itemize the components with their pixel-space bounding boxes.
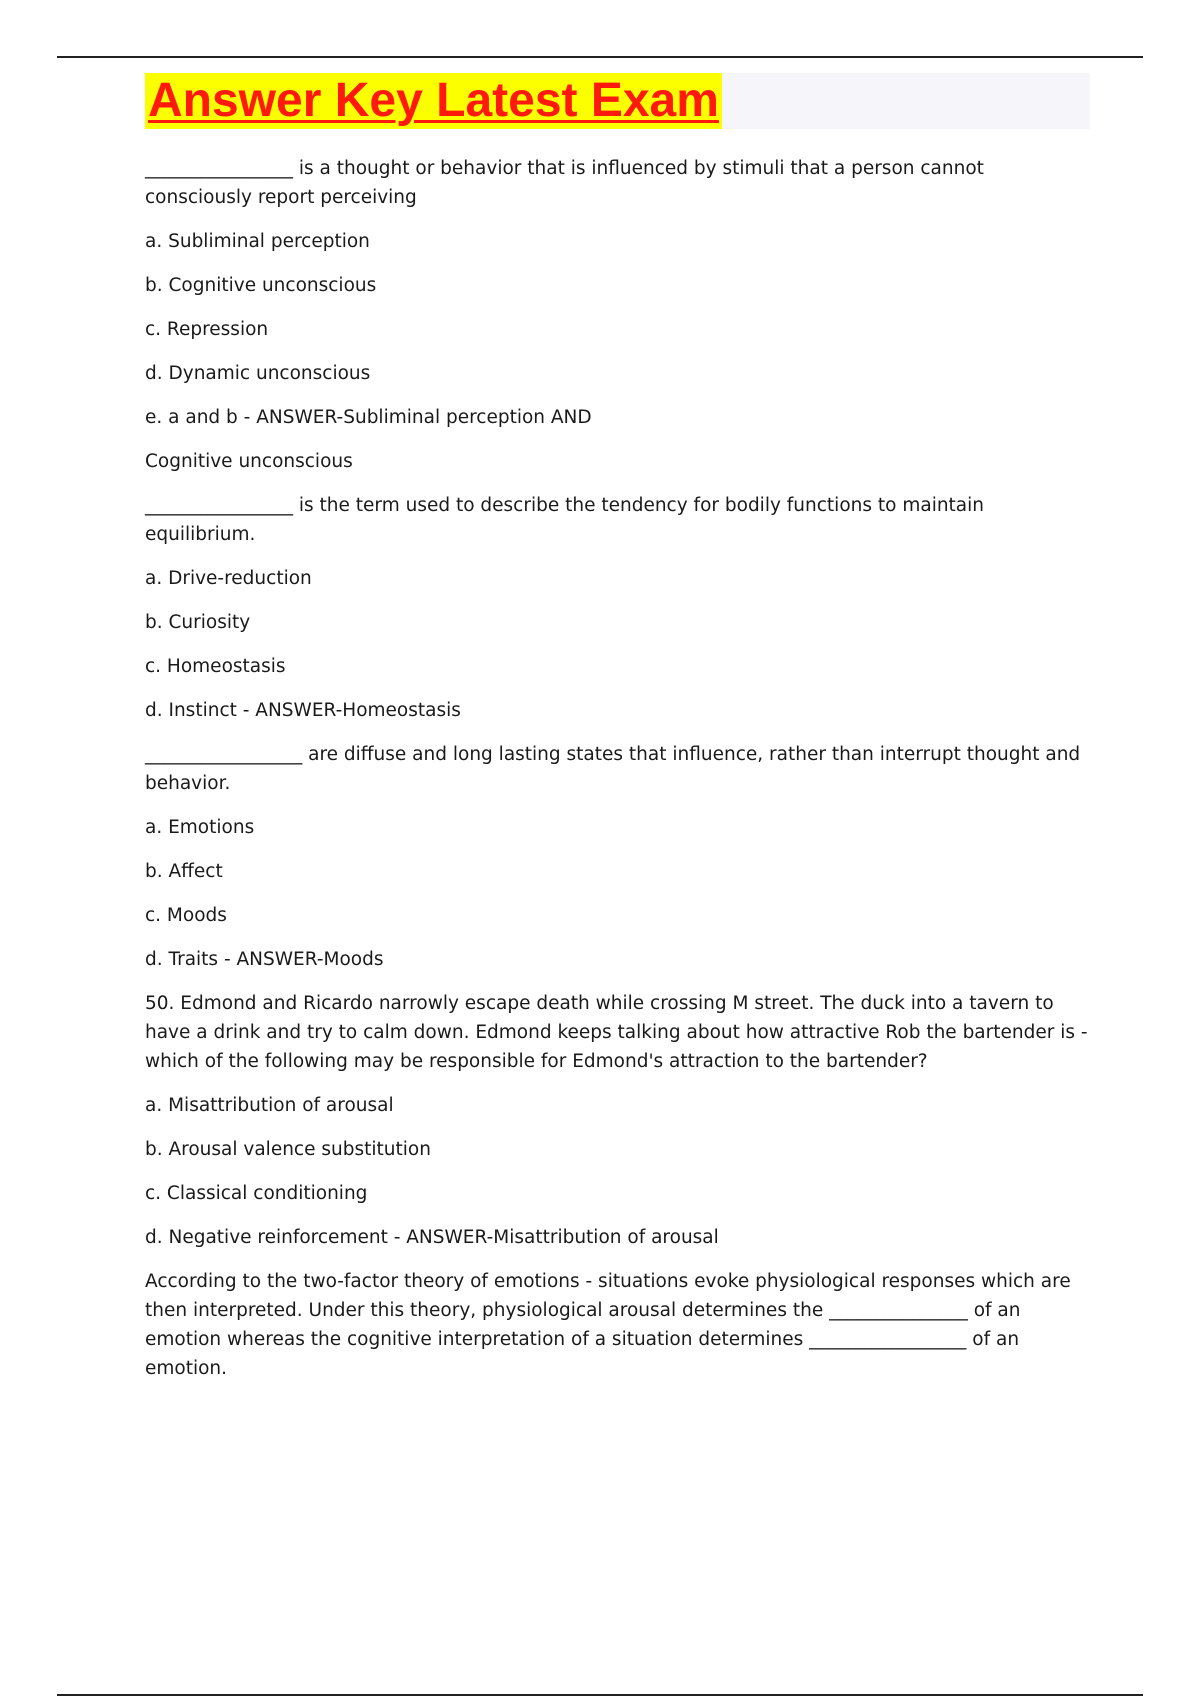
option-item: e. a and b - ANSWER-Subliminal perception AND: [145, 407, 592, 428]
option-item: d. Traits - ANSWER-Moods: [145, 949, 384, 970]
page-title: Answer Key Latest Exam: [145, 73, 722, 129]
option-item: b. Cognitive unconscious: [145, 275, 377, 296]
bottom-rule: [57, 1694, 1143, 1696]
option-item: b. Curiosity: [145, 612, 251, 633]
option-item: c. Moods: [145, 905, 227, 926]
option-item: d. Negative reinforcement - ANSWER-Misattribution of arousal: [145, 1227, 719, 1248]
option-item: c. Homeostasis: [145, 656, 286, 677]
question-stem: According to the two-factor theory of emotions - situations evoke physiological responses which are then interpreted. Under this theory, physiological arousal determines the _______________ of an emotion whereas the cognitive interpretation of a situation determines _________________ of an emotion.: [145, 1271, 1071, 1379]
option-item: c. Classical conditioning: [145, 1183, 368, 1204]
option-item: a. Subliminal perception: [145, 231, 370, 252]
option-item: a. Misattribution of arousal: [145, 1095, 394, 1116]
question-stem: _________________ are diffuse and long lasting states that influence, rather than interrupt thought and behavior.: [145, 744, 1081, 794]
top-rule: [57, 56, 1143, 58]
option-item: d. Instinct - ANSWER-Homeostasis: [145, 700, 461, 721]
option-item: Cognitive unconscious: [145, 451, 353, 472]
option-item: b. Affect: [145, 861, 223, 882]
option-item: d. Dynamic unconscious: [145, 363, 371, 384]
question-stem: 50. Edmond and Ricardo narrowly escape death while crossing M street. The duck into a tavern to have a drink and try to calm down. Edmond keeps talking about how attractive Rob the bartender is - which of the following may be responsible for Edmond's attraction to the bartender?: [145, 993, 1088, 1072]
option-item: b. Arousal valence substitution: [145, 1139, 431, 1160]
document-body: [145, 154, 1095, 1398]
option-item: c. Repression: [145, 319, 269, 340]
question-stem: ________________ is a thought or behavior that is influenced by stimuli that a person cannot consciously report perceiving: [145, 158, 984, 208]
option-item: a. Emotions: [145, 817, 255, 838]
option-item: a. Drive-reduction: [145, 568, 312, 589]
question-stem: ________________ is the term used to describe the tendency for bodily functions to maintain equilibrium.: [145, 495, 985, 545]
